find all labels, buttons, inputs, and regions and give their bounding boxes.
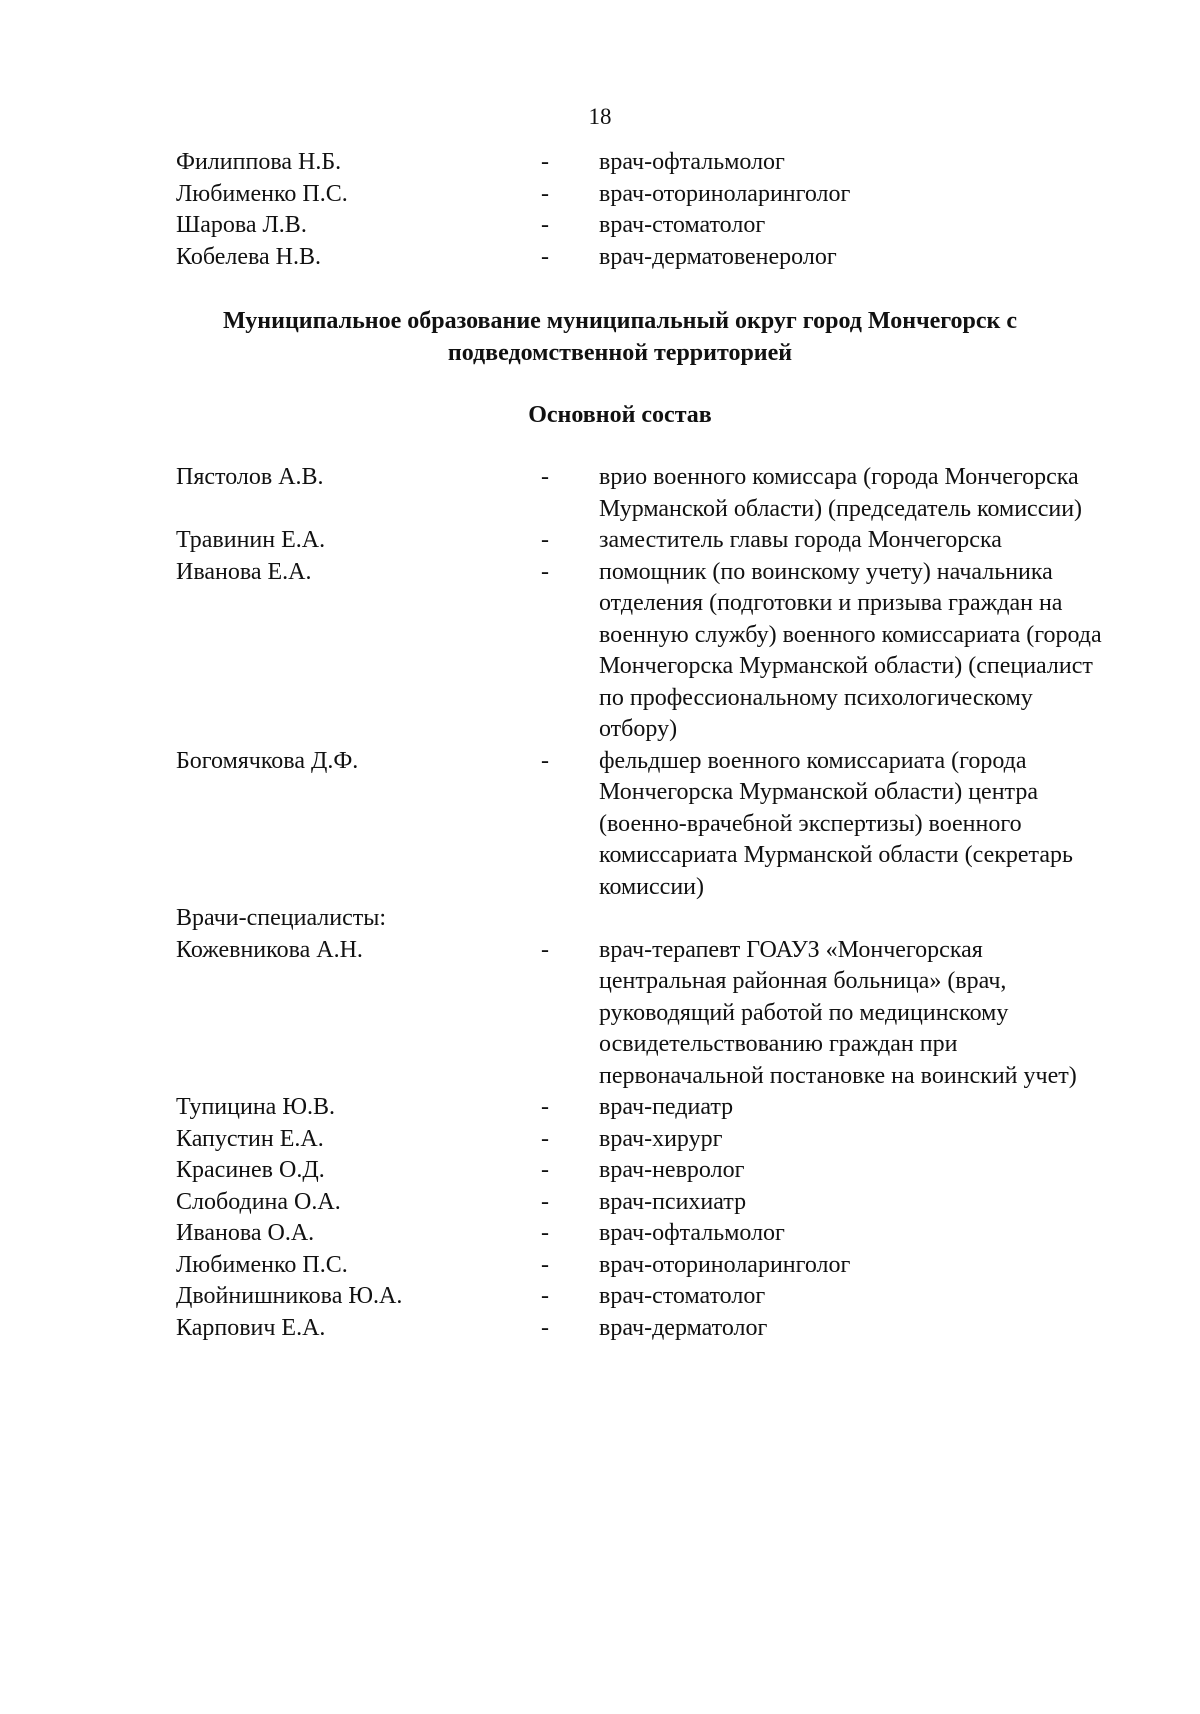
list-item xyxy=(0,746,1200,904)
dash-separator: - xyxy=(541,1157,549,1183)
member-role: врач-дерматовенеролог xyxy=(599,243,837,270)
list-item xyxy=(0,1187,1200,1219)
member-role: заместитель главы города Мончегорска xyxy=(599,527,1002,553)
list-item xyxy=(0,557,1200,746)
list-item xyxy=(0,179,1200,211)
dash-separator: - xyxy=(541,180,549,207)
dash-separator: - xyxy=(541,747,549,774)
list-item xyxy=(0,525,1200,557)
dash-separator: - xyxy=(541,1314,549,1341)
member-role: врач-оториноларинголог xyxy=(599,180,851,207)
member-name: Филиппова Н.Б. xyxy=(176,149,342,175)
member-name: Любименко П.С. xyxy=(176,180,348,207)
member-name: Тупицина Ю.В. xyxy=(176,1094,336,1120)
member-name: Кобелева Н.В. xyxy=(176,243,321,270)
list-item xyxy=(0,1092,1200,1124)
list-item xyxy=(0,147,1200,179)
member-name: Любименко П.С. xyxy=(176,1251,348,1278)
member-role: врач-дерматолог xyxy=(599,1314,768,1341)
dash-separator: - xyxy=(541,936,549,963)
section-title xyxy=(150,305,1090,369)
main-member-list xyxy=(0,462,1200,1344)
member-role: врач-невролог xyxy=(599,1157,745,1183)
dash-separator: - xyxy=(541,464,549,490)
subsection-title: Основной состав xyxy=(528,402,712,428)
page-number: 18 xyxy=(588,104,612,129)
member-role: помощник (по воинскому учету) начальника отделения (подготовки и призыва граждан на военную службу) военного комиссариата (города Мончегорска Мурманской области) (специалист по профессиональному психологическому отбору) xyxy=(599,558,1102,742)
member-role: врач-офтальмолог xyxy=(599,1220,785,1246)
list-item xyxy=(0,1155,1200,1187)
member-name: Капустин Е.А. xyxy=(176,1125,324,1152)
member-role: врач-стоматолог xyxy=(599,1283,766,1309)
member-role: врач-хирург xyxy=(599,1125,723,1152)
member-name: Иванова О.А. xyxy=(176,1220,315,1246)
list-item xyxy=(0,1124,1200,1156)
list-item xyxy=(0,242,1200,274)
member-role: врач-терапевт ГОАУЗ «Мончегорская центральная районная больница» (врач, руководящий работой по медицинскому освидетельствованию граждан при первоначальной постановке на воинский учет) xyxy=(599,936,1077,1089)
dash-separator: - xyxy=(541,558,549,585)
member-name: Богомячкова Д.Ф. xyxy=(176,747,359,774)
list-item xyxy=(0,935,1200,1093)
dash-separator: - xyxy=(541,1188,549,1215)
member-name: Пястолов А.В. xyxy=(176,464,324,490)
member-role: врач-офтальмолог xyxy=(599,149,785,175)
dash-separator: - xyxy=(541,212,549,238)
dash-separator: - xyxy=(541,1283,549,1309)
list-item xyxy=(0,1313,1200,1345)
member-name: Двойнишникова Ю.А. xyxy=(176,1283,403,1309)
member-role: врио военного комиссара (города Мончегорска Мурманской области) (председатель комиссии) xyxy=(599,464,1083,522)
member-name: Шарова Л.В. xyxy=(176,212,307,238)
dash-separator: - xyxy=(541,1125,549,1152)
member-name: Иванова Е.А. xyxy=(176,558,312,585)
member-name: Карпович Е.А. xyxy=(176,1314,326,1341)
member-name: Красинев О.Д. xyxy=(176,1157,325,1183)
list-item xyxy=(0,210,1200,242)
dash-separator: - xyxy=(541,1220,549,1246)
list-item xyxy=(0,1250,1200,1282)
member-role: врач-педиатр xyxy=(599,1094,734,1120)
dash-separator: - xyxy=(541,149,549,175)
member-role: врач-психиатр xyxy=(599,1188,747,1215)
member-role: врач-стоматолог xyxy=(599,212,766,238)
member-role: фельдшер военного комиссариата (города Мончегорска Мурманской области) центра (военно-врачебной экспертизы) военного комиссариата Мурманской области (секретарь комиссии) xyxy=(599,747,1073,900)
list-item xyxy=(0,1281,1200,1313)
list-item xyxy=(0,1218,1200,1250)
section-title-line: Муниципальное образование муниципальный округ город Мончегорск с xyxy=(222,308,1018,334)
top-member-list xyxy=(0,147,1200,273)
list-item xyxy=(0,462,1200,525)
dash-separator: - xyxy=(541,243,549,270)
dash-separator: - xyxy=(541,1251,549,1278)
member-name: Травинин Е.А. xyxy=(176,527,326,553)
specialists-label: Врачи-специалисты: xyxy=(176,905,387,931)
dash-separator: - xyxy=(541,1094,549,1120)
member-role: врач-оториноларинголог xyxy=(599,1251,851,1278)
dash-separator: - xyxy=(541,527,549,553)
section-title-line: подведомственной территорией xyxy=(447,340,793,366)
member-name: Кожевникова А.Н. xyxy=(176,936,363,963)
member-name: Слободина О.А. xyxy=(176,1188,341,1215)
